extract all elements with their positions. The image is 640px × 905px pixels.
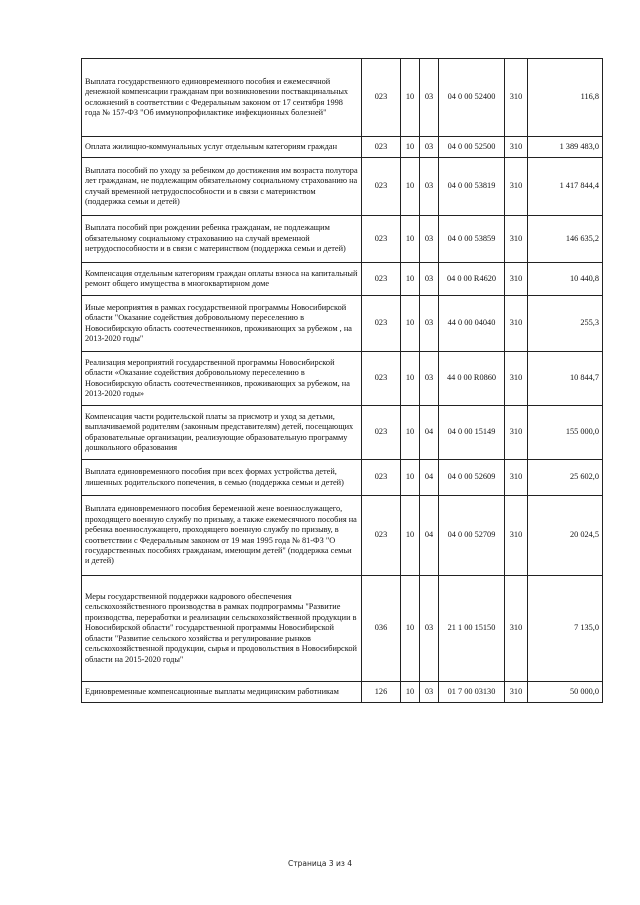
row-subsection-code: 03 <box>420 296 439 352</box>
row-description: Выплата государственного единовременного пособия и ежемесячной денежной компенсации гражданам при возникновении поствакцинальных осложнений в соответствии с Федеральным законом от 17 сентября 1998 года № 157-ФЗ "Об иммунопрофилактике инфекционных болезней" <box>82 59 362 137</box>
budget-table-body <box>82 59 603 703</box>
row-subsection-code: 03 <box>420 158 439 216</box>
row-section-code: 10 <box>401 352 420 406</box>
row-target-code: 21 1 00 15150 <box>439 576 505 682</box>
row-subsection-code: 04 <box>420 406 439 460</box>
row-amount: 116,8 <box>528 59 603 137</box>
row-subsection-code: 03 <box>420 137 439 158</box>
budget-table <box>81 58 603 703</box>
row-expense-type-code: 310 <box>505 352 528 406</box>
row-ministry-code: 023 <box>362 296 401 352</box>
table-row <box>82 460 603 496</box>
row-target-code: 04 0 00 52709 <box>439 496 505 576</box>
row-ministry-code: 023 <box>362 216 401 263</box>
row-amount: 255,3 <box>528 296 603 352</box>
row-target-code: 04 0 00 52500 <box>439 137 505 158</box>
row-section-code: 10 <box>401 496 420 576</box>
row-expense-type-code: 310 <box>505 496 528 576</box>
table-row <box>82 352 603 406</box>
row-target-code: 44 0 00 04040 <box>439 296 505 352</box>
row-section-code: 10 <box>401 460 420 496</box>
table-row <box>82 263 603 296</box>
row-section-code: 10 <box>401 137 420 158</box>
row-amount: 50 000,0 <box>528 682 603 703</box>
row-target-code: 04 0 00 15149 <box>439 406 505 460</box>
row-ministry-code: 036 <box>362 576 401 682</box>
row-description: Компенсация части родительской платы за присмотр и уход за детьми, выплачиваемой родителям (законным представителям) детей, посещающих образовательные организации, реализующие образовательную программу дошкольного образования <box>82 406 362 460</box>
row-subsection-code: 04 <box>420 460 439 496</box>
row-amount: 146 635,2 <box>528 216 603 263</box>
row-amount: 1 417 844,4 <box>528 158 603 216</box>
table-row <box>82 59 603 137</box>
row-subsection-code: 04 <box>420 496 439 576</box>
row-description: Компенсация отдельным категориям граждан оплаты взноса на капитальный ремонт общего имущества в многоквартирном доме <box>82 263 362 296</box>
table-row <box>82 137 603 158</box>
row-amount: 1 389 483,0 <box>528 137 603 158</box>
row-ministry-code: 023 <box>362 460 401 496</box>
row-section-code: 10 <box>401 263 420 296</box>
row-expense-type-code: 310 <box>505 576 528 682</box>
row-target-code: 04 0 00 52609 <box>439 460 505 496</box>
row-target-code: 04 0 00 R4620 <box>439 263 505 296</box>
row-target-code: 44 0 00 R0860 <box>439 352 505 406</box>
row-amount: 10 440,8 <box>528 263 603 296</box>
row-expense-type-code: 310 <box>505 263 528 296</box>
row-expense-type-code: 310 <box>505 59 528 137</box>
row-expense-type-code: 310 <box>505 296 528 352</box>
row-ministry-code: 023 <box>362 406 401 460</box>
row-section-code: 10 <box>401 59 420 137</box>
row-description: Реализация мероприятий государственной программы Новосибирской области «Оказание содействия добровольному переселению в Новосибирскую область соотечественников, проживающих за рубежом, на 2013-2020 годы» <box>82 352 362 406</box>
row-description: Выплата пособий по уходу за ребенком до достижения им возраста полутора лет гражданам, не подлежащим обязательному социальному страхованию на случай временной нетрудоспособности и в связи с материнством (поддержка семьи и детей) <box>82 158 362 216</box>
row-expense-type-code: 310 <box>505 137 528 158</box>
row-section-code: 10 <box>401 406 420 460</box>
row-description: Выплата единовременного пособия беременной жене военнослужащего, проходящего военную службу по призыву, а также ежемесячного пособия на ребенка военнослужащего, проходящего военную службу по призыву, в соответствии с Федеральным законом от 19 мая 1995 года № 81-ФЗ "О государственных пособиях гражданам, имеющим детей" (поддержка семьи и детей) <box>82 496 362 576</box>
row-target-code: 01 7 00 03130 <box>439 682 505 703</box>
row-ministry-code: 126 <box>362 682 401 703</box>
row-subsection-code: 03 <box>420 263 439 296</box>
row-target-code: 04 0 00 52400 <box>439 59 505 137</box>
row-expense-type-code: 310 <box>505 406 528 460</box>
row-subsection-code: 03 <box>420 59 439 137</box>
page-number: Страница 3 из 4 <box>288 859 352 868</box>
row-description: Выплата пособий при рождении ребенка гражданам, не подлежащим обязательному социальному страхованию на случай временной нетрудоспособности и в связи с материнством (поддержка семьи и детей) <box>82 216 362 263</box>
table-row <box>82 406 603 460</box>
row-amount: 20 024,5 <box>528 496 603 576</box>
row-section-code: 10 <box>401 576 420 682</box>
row-ministry-code: 023 <box>362 352 401 406</box>
row-ministry-code: 023 <box>362 496 401 576</box>
table-row <box>82 682 603 703</box>
row-target-code: 04 0 00 53859 <box>439 216 505 263</box>
row-subsection-code: 03 <box>420 352 439 406</box>
table-row <box>82 496 603 576</box>
row-expense-type-code: 310 <box>505 216 528 263</box>
table-row <box>82 576 603 682</box>
row-target-code: 04 0 00 53819 <box>439 158 505 216</box>
row-ministry-code: 023 <box>362 263 401 296</box>
row-description: Меры государственной поддержки кадрового обеспечения сельскохозяйственного производства в рамках подпрограммы "Развитие производства, переработки и реализации сельскохозяйственной продукции в Новосибирской области" государственной программы Новосибирской области "Развитие сельского хозяйства и регулирование рынков сельскохозяйственной продукции, сырья и продовольствия в Новосибирской области на 2015-2020 годы" <box>82 576 362 682</box>
row-expense-type-code: 310 <box>505 460 528 496</box>
row-ministry-code: 023 <box>362 137 401 158</box>
row-amount: 155 000,0 <box>528 406 603 460</box>
row-description: Иные мероприятия в рамках государственной программы Новосибирской области "Оказание содействия добровольному переселению в Новосибирскую область соотечественников, проживающих за рубежом , на 2013-2020 годы" <box>82 296 362 352</box>
row-section-code: 10 <box>401 682 420 703</box>
row-amount: 7 135,0 <box>528 576 603 682</box>
table-row <box>82 158 603 216</box>
row-description: Единовременные компенсационные выплаты медицинским работникам <box>82 682 362 703</box>
row-amount: 25 602,0 <box>528 460 603 496</box>
row-section-code: 10 <box>401 158 420 216</box>
row-description: Выплата единовременного пособия при всех формах устройства детей, лишенных родительского попечения, в семью (поддержка семьи и детей) <box>82 460 362 496</box>
row-expense-type-code: 310 <box>505 158 528 216</box>
row-expense-type-code: 310 <box>505 682 528 703</box>
row-amount: 10 844,7 <box>528 352 603 406</box>
table-row <box>82 296 603 352</box>
row-ministry-code: 023 <box>362 158 401 216</box>
table-row <box>82 216 603 263</box>
row-subsection-code: 03 <box>420 216 439 263</box>
row-ministry-code: 023 <box>362 59 401 137</box>
row-subsection-code: 03 <box>420 682 439 703</box>
row-description: Оплата жилищно-коммунальных услуг отдельным категориям граждан <box>82 137 362 158</box>
row-section-code: 10 <box>401 216 420 263</box>
row-section-code: 10 <box>401 296 420 352</box>
row-subsection-code: 03 <box>420 576 439 682</box>
